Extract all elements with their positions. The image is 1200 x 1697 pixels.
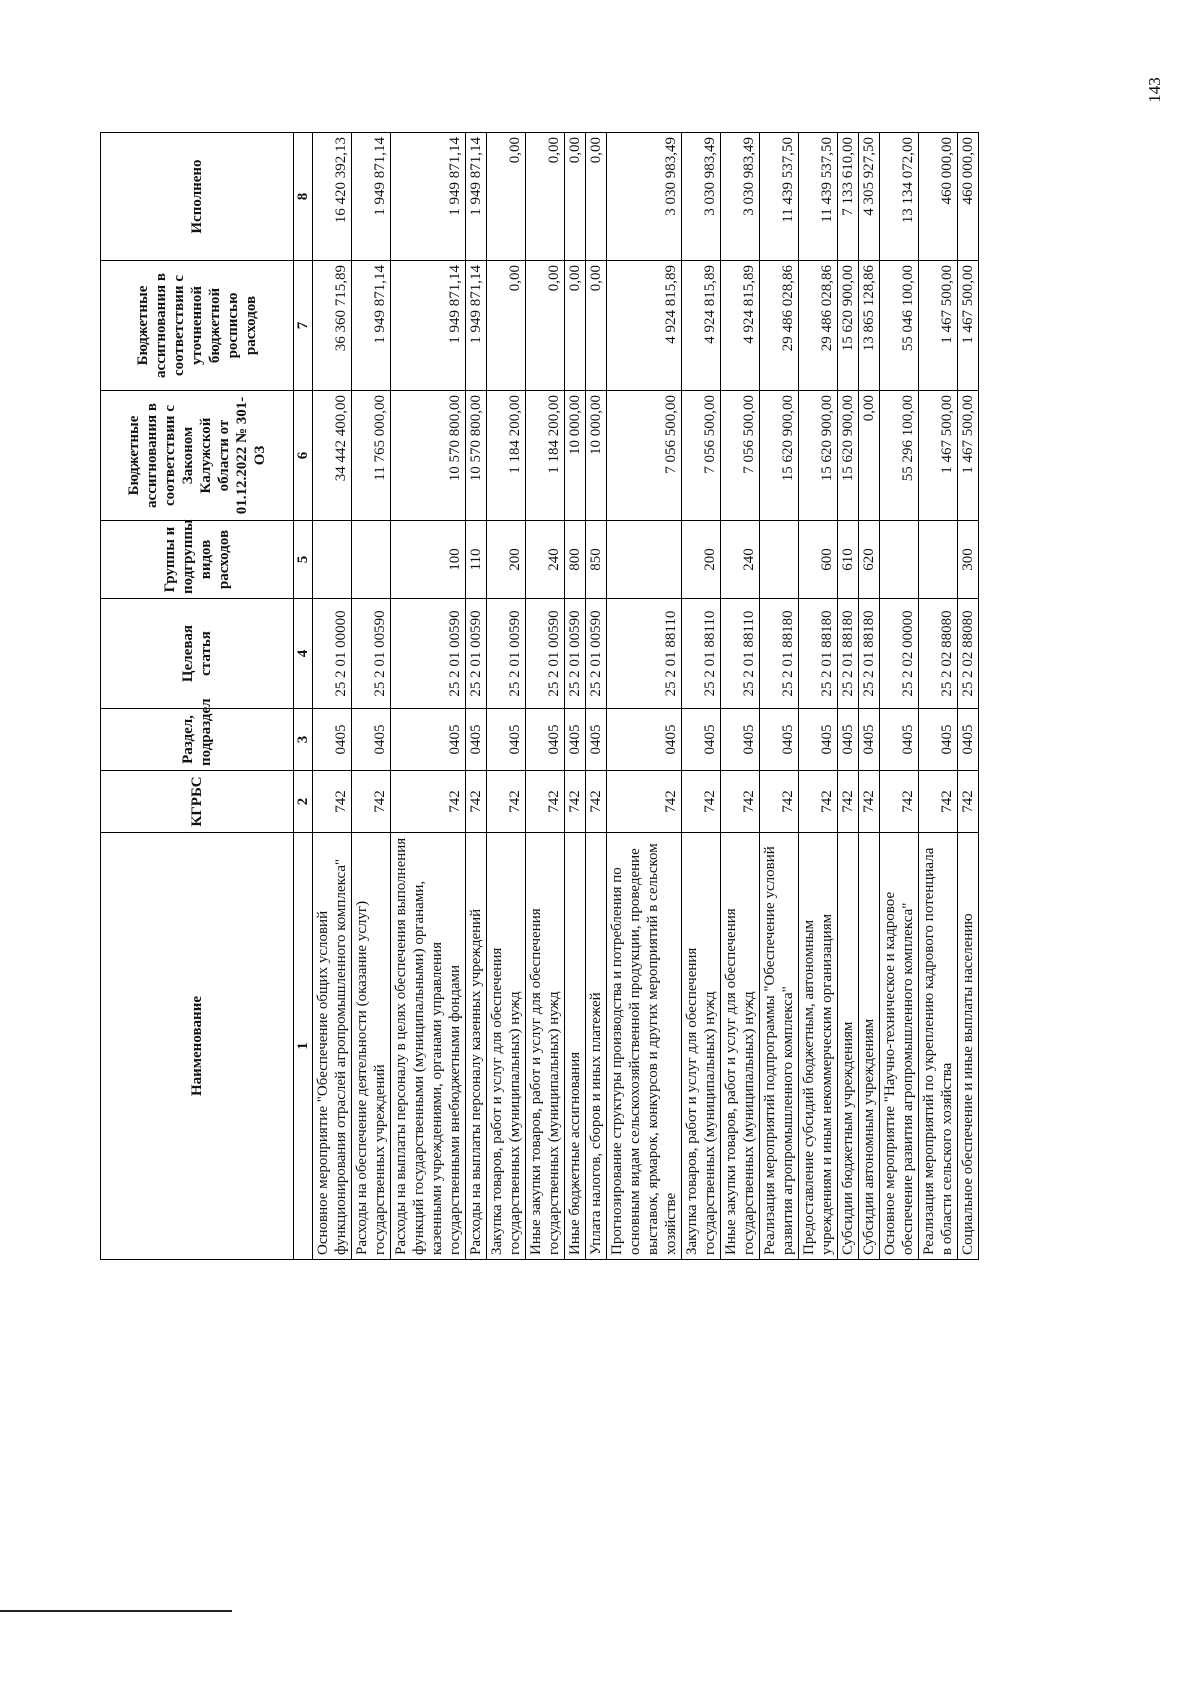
- cell-kgrbs: 742: [919, 771, 958, 833]
- cell-group: 100: [391, 521, 466, 599]
- cell-group: 200: [487, 521, 526, 599]
- cell-name: Субсидии автономным учреждениям: [859, 833, 880, 1260]
- cell-kgrbs: 742: [682, 771, 721, 833]
- table-row: [526, 133, 565, 1260]
- cell-target: 25 2 01 88180: [838, 599, 859, 709]
- scan-edge-line: [0, 1610, 232, 1612]
- cell-name: Уплата налогов, сборов и иных платежей: [586, 833, 607, 1260]
- cell-name: Прогнозирование структуры производства и потребления по основным видам сельскохозяйственной продукции, проведение выставок, ярмарок, конкурсов и других мероприятий в сельском хозяйстве: [607, 833, 682, 1260]
- table-row: [391, 133, 466, 1260]
- cell-refined: 0,00: [526, 261, 565, 391]
- cell-executed: 460 000,00: [958, 133, 979, 261]
- cell-kgrbs: 742: [565, 771, 586, 833]
- cell-refined: 1 467 500,00: [958, 261, 979, 391]
- cell-executed: 0,00: [565, 133, 586, 261]
- cell-group: 610: [838, 521, 859, 599]
- cell-name: Социальное обеспечение и иные выплаты населению: [958, 833, 979, 1260]
- cell-kgrbs: 742: [352, 771, 391, 833]
- table-row: [466, 133, 487, 1260]
- column-number: 2: [294, 771, 313, 833]
- cell-kgrbs: 742: [586, 771, 607, 833]
- cell-approved: 10 000,00: [565, 391, 586, 521]
- cell-target: 25 2 01 88180: [859, 599, 880, 709]
- cell-section: 0405: [466, 709, 487, 771]
- cell-section: 0405: [799, 709, 838, 771]
- cell-group: 850: [586, 521, 607, 599]
- cell-executed: 0,00: [526, 133, 565, 261]
- cell-section: 0405: [313, 709, 352, 771]
- cell-executed: 11 439 537,50: [799, 133, 838, 261]
- cell-group: 800: [565, 521, 586, 599]
- column-number: 3: [294, 709, 313, 771]
- cell-approved: 7 056 500,00: [721, 391, 760, 521]
- cell-group: 240: [721, 521, 760, 599]
- cell-approved: 11 765 000,00: [352, 391, 391, 521]
- cell-target: 25 2 01 00590: [352, 599, 391, 709]
- cell-approved: 15 620 900,00: [760, 391, 799, 521]
- column-number: 5: [294, 521, 313, 599]
- cell-group: [607, 521, 682, 599]
- cell-target: 25 2 01 88110: [607, 599, 682, 709]
- cell-kgrbs: 742: [958, 771, 979, 833]
- cell-approved: 7 056 500,00: [682, 391, 721, 521]
- cell-name: Расходы на выплаты персоналу в целях обеспечения выполнения функций государственными (муниципальными) органами, казенными учреждениями, органами управления государственными внебюджетными фондами: [391, 833, 466, 1260]
- cell-section: 0405: [760, 709, 799, 771]
- table-row: [487, 133, 526, 1260]
- budget-table: [100, 132, 979, 1260]
- cell-kgrbs: 742: [391, 771, 466, 833]
- cell-approved: 15 620 900,00: [799, 391, 838, 521]
- cell-kgrbs: 742: [880, 771, 919, 833]
- cell-section: 0405: [958, 709, 979, 771]
- cell-executed: 1 949 871,14: [466, 133, 487, 261]
- cell-section: 0405: [859, 709, 880, 771]
- cell-group: 600: [799, 521, 838, 599]
- cell-name: Закупка товаров, работ и услуг для обеспечения государственных (муниципальных) нужд: [487, 833, 526, 1260]
- cell-group: 200: [682, 521, 721, 599]
- cell-kgrbs: 742: [760, 771, 799, 833]
- cell-kgrbs: 742: [838, 771, 859, 833]
- table-row: [880, 133, 919, 1260]
- header-groups: Группы и подгруппы видов расходов: [101, 521, 294, 599]
- cell-section: 0405: [838, 709, 859, 771]
- cell-section: 0405: [607, 709, 682, 771]
- cell-kgrbs: 742: [526, 771, 565, 833]
- cell-target: 25 2 01 00590: [586, 599, 607, 709]
- page-number: 143: [1144, 77, 1164, 103]
- rotated-table-container: [100, 133, 1127, 1260]
- header-row: [101, 133, 294, 1260]
- cell-name: Основное мероприятие "Научно-техническое и кадровое обеспечение развития агропромышленного комплекса": [880, 833, 919, 1260]
- cell-target: 25 2 01 00000: [313, 599, 352, 709]
- cell-target: 25 2 02 00000: [880, 599, 919, 709]
- cell-target: 25 2 01 88180: [760, 599, 799, 709]
- cell-approved: 1 184 200,00: [526, 391, 565, 521]
- cell-refined: 29 486 028,86: [799, 261, 838, 391]
- cell-refined: 4 924 815,89: [721, 261, 760, 391]
- table-row: [859, 133, 880, 1260]
- cell-target: 25 2 01 88110: [721, 599, 760, 709]
- cell-name: Закупка товаров, работ и услуг для обеспечения государственных (муниципальных) нужд: [682, 833, 721, 1260]
- cell-target: 25 2 02 88080: [958, 599, 979, 709]
- table-body: [313, 133, 979, 1260]
- cell-refined: 4 924 815,89: [682, 261, 721, 391]
- cell-group: 240: [526, 521, 565, 599]
- cell-refined: 1 949 871,14: [352, 261, 391, 391]
- cell-refined: 0,00: [565, 261, 586, 391]
- cell-refined: 0,00: [487, 261, 526, 391]
- cell-kgrbs: 742: [466, 771, 487, 833]
- table-row: [838, 133, 859, 1260]
- cell-section: 0405: [487, 709, 526, 771]
- cell-name: Расходы на обеспечение деятельности (оказание услуг) государственных учреждений: [352, 833, 391, 1260]
- cell-refined: 15 620 900,00: [838, 261, 859, 391]
- cell-executed: 11 439 537,50: [760, 133, 799, 261]
- cell-kgrbs: 742: [607, 771, 682, 833]
- cell-approved: 34 442 400,00: [313, 391, 352, 521]
- cell-target: 25 2 02 88080: [919, 599, 958, 709]
- cell-group: [352, 521, 391, 599]
- cell-section: 0405: [526, 709, 565, 771]
- cell-target: 25 2 01 00590: [565, 599, 586, 709]
- table-row: [607, 133, 682, 1260]
- column-number: 7: [294, 261, 313, 391]
- cell-target: 25 2 01 88110: [682, 599, 721, 709]
- header-name: Наименование: [101, 833, 294, 1260]
- header-section: Раздел, подраздел: [101, 709, 294, 771]
- cell-target: 25 2 01 00590: [466, 599, 487, 709]
- cell-approved: 0,00: [859, 391, 880, 521]
- cell-name: Иные закупки товаров, работ и услуг для обеспечения государственных (муниципальных) нужд: [526, 833, 565, 1260]
- cell-refined: 55 046 100,00: [880, 261, 919, 391]
- cell-refined: 1 949 871,14: [391, 261, 466, 391]
- cell-target: 25 2 01 00590: [487, 599, 526, 709]
- cell-executed: 460 000,00: [919, 133, 958, 261]
- cell-target: 25 2 01 00590: [391, 599, 466, 709]
- cell-approved: 10 570 800,00: [466, 391, 487, 521]
- cell-group: 110: [466, 521, 487, 599]
- cell-name: Иные закупки товаров, работ и услуг для обеспечения государственных (муниципальных) нужд: [721, 833, 760, 1260]
- cell-kgrbs: 742: [799, 771, 838, 833]
- cell-group: [760, 521, 799, 599]
- table-row: [760, 133, 799, 1260]
- cell-executed: 1 949 871,14: [352, 133, 391, 261]
- table-row: [586, 133, 607, 1260]
- cell-section: 0405: [880, 709, 919, 771]
- cell-approved: 1 184 200,00: [487, 391, 526, 521]
- header-approved: Бюджетные ассигнования в соответствии с Законом Калужской области от 01.12.2022 № 301-ОЗ: [101, 391, 294, 521]
- cell-approved: 1 467 500,00: [958, 391, 979, 521]
- cell-group: [919, 521, 958, 599]
- header-kgrbs: КГРБС: [101, 771, 294, 833]
- cell-kgrbs: 742: [313, 771, 352, 833]
- cell-name: Субсидии бюджетным учреждениям: [838, 833, 859, 1260]
- cell-group: 620: [859, 521, 880, 599]
- cell-section: 0405: [565, 709, 586, 771]
- cell-kgrbs: 742: [487, 771, 526, 833]
- cell-section: 0405: [586, 709, 607, 771]
- header-target: Целевая статья: [101, 599, 294, 709]
- header-executed: Исполнено: [101, 133, 294, 261]
- cell-group: [313, 521, 352, 599]
- cell-section: 0405: [352, 709, 391, 771]
- cell-approved: 1 467 500,00: [919, 391, 958, 521]
- cell-executed: 0,00: [586, 133, 607, 261]
- cell-executed: 7 133 610,00: [838, 133, 859, 261]
- table-row: [721, 133, 760, 1260]
- cell-target: 25 2 01 88180: [799, 599, 838, 709]
- table-row: [313, 133, 352, 1260]
- column-number: 1: [294, 833, 313, 1260]
- table-row: [352, 133, 391, 1260]
- cell-approved: 10 000,00: [586, 391, 607, 521]
- header-refined: Бюджетные ассигнования в соответствии с уточненной бюджетной росписью расходов: [101, 261, 294, 391]
- cell-refined: 1 949 871,14: [466, 261, 487, 391]
- cell-executed: 3 030 983,49: [721, 133, 760, 261]
- cell-approved: 7 056 500,00: [607, 391, 682, 521]
- table-row: [919, 133, 958, 1260]
- cell-refined: 0,00: [586, 261, 607, 391]
- cell-executed: 3 030 983,49: [682, 133, 721, 261]
- cell-refined: 36 360 715,89: [313, 261, 352, 391]
- cell-name: Предоставление субсидий бюджетным, автономным учреждениям и иным некоммерческим организациям: [799, 833, 838, 1260]
- cell-refined: 1 467 500,00: [919, 261, 958, 391]
- cell-executed: 0,00: [487, 133, 526, 261]
- cell-target: 25 2 01 00590: [526, 599, 565, 709]
- cell-section: 0405: [391, 709, 466, 771]
- cell-name: Расходы на выплаты персоналу казенных учреждений: [466, 833, 487, 1260]
- cell-kgrbs: 742: [721, 771, 760, 833]
- cell-approved: 15 620 900,00: [838, 391, 859, 521]
- cell-executed: 4 305 927,50: [859, 133, 880, 261]
- cell-executed: 1 949 871,14: [391, 133, 466, 261]
- cell-section: 0405: [721, 709, 760, 771]
- cell-executed: 16 420 392,13: [313, 133, 352, 261]
- column-number: 4: [294, 599, 313, 709]
- cell-name: Реализация мероприятий по укреплению кадрового потенциала в области сельского хозяйства: [919, 833, 958, 1260]
- cell-refined: 4 924 815,89: [607, 261, 682, 391]
- cell-section: 0405: [682, 709, 721, 771]
- cell-refined: 13 865 128,86: [859, 261, 880, 391]
- cell-name: Реализация мероприятий подпрограммы "Обеспечение условий развития агропромышленного комплекса": [760, 833, 799, 1260]
- cell-section: 0405: [919, 709, 958, 771]
- cell-kgrbs: 742: [859, 771, 880, 833]
- table-row: [799, 133, 838, 1260]
- table-row: [958, 133, 979, 1260]
- cell-group: [880, 521, 919, 599]
- cell-approved: 55 296 100,00: [880, 391, 919, 521]
- column-number-row: [294, 133, 313, 1260]
- cell-executed: 13 134 072,00: [880, 133, 919, 261]
- cell-refined: 29 486 028,86: [760, 261, 799, 391]
- table-row: [565, 133, 586, 1260]
- cell-name: Иные бюджетные ассигнования: [565, 833, 586, 1260]
- table-row: [682, 133, 721, 1260]
- cell-name: Основное мероприятие "Обеспечение общих условий функционирования отраслей агропромышленного комплекса": [313, 833, 352, 1260]
- column-number: 8: [294, 133, 313, 261]
- cell-group: 300: [958, 521, 979, 599]
- column-number: 6: [294, 391, 313, 521]
- cell-executed: 3 030 983,49: [607, 133, 682, 261]
- cell-approved: 10 570 800,00: [391, 391, 466, 521]
